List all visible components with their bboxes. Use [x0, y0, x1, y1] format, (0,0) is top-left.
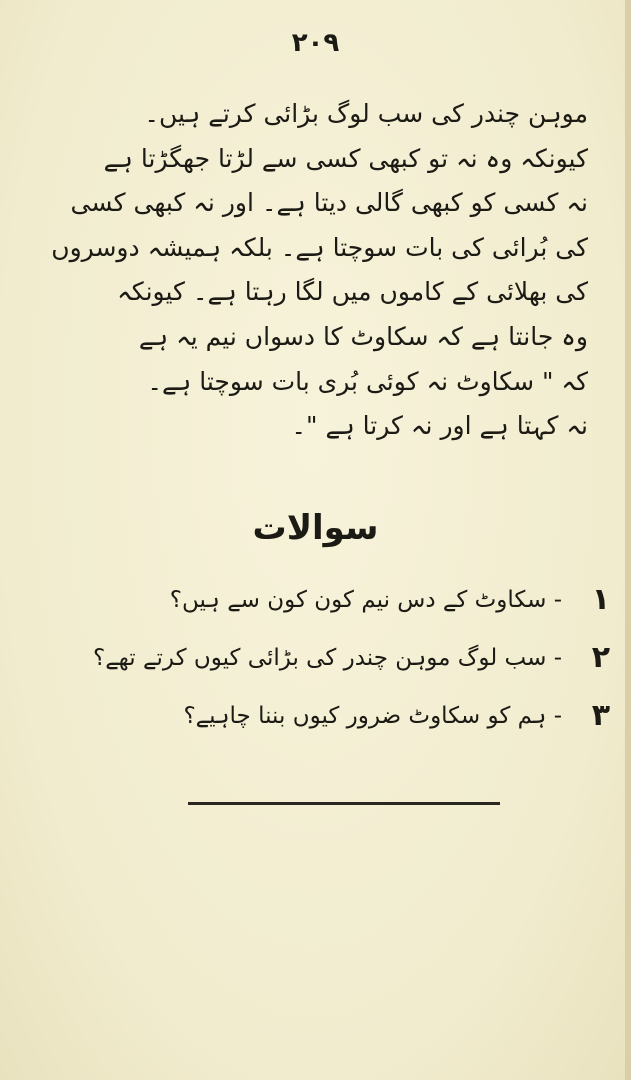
story-line: نہ کہتا ہے اور نہ کرتا ہے "۔ [291, 411, 588, 441]
story-paragraph [40, 92, 588, 449]
question-item [40, 578, 610, 622]
questions-heading: سوالات [252, 508, 379, 548]
story-line: کی بھلائی کے کاموں میں لگا رہتا ہے۔ کیونکہ [117, 277, 588, 307]
question-number: ۱ [591, 582, 610, 617]
question-item [40, 636, 610, 680]
story-line: نہ کسی کو کبھی گالی دیتا ہے۔ اور نہ کبھی کسی [70, 188, 588, 218]
story-line: وہ جانتا ہے کہ سکاوٹ کا دسواں نیم یہ ہے [138, 321, 588, 351]
story-line: کہ " سکاوٹ نہ کوئی بُری بات سوچتا ہے۔ [147, 366, 588, 396]
story-line: کیونکہ وہ نہ تو کبھی کسی سے لڑتا جھگڑتا ہے [103, 143, 588, 173]
story-line: کی بُرائی کی بات سوچتا ہے۔ بلکہ ہمیشہ دوسروں [51, 232, 588, 262]
story-line: موہن چندر کی سب لوگ بڑائی کرتے ہیں۔ [144, 99, 588, 128]
page-number: ۲۰۹ [291, 28, 340, 58]
section-divider [188, 802, 500, 805]
question-item [40, 694, 610, 738]
question-number: ۳ [591, 698, 610, 733]
questions-list [40, 578, 610, 752]
question-text: - سب لوگ موہن چندر کی بڑائی کیوں کرتے تھے؟ [93, 645, 562, 671]
question-number: ۲ [591, 640, 610, 675]
question-text: - سکاوٹ کے دس نیم کون کون سے ہیں؟ [169, 587, 562, 613]
question-text: - ہم کو سکاوٹ ضرور کیوں بننا چاہیے؟ [183, 703, 562, 729]
